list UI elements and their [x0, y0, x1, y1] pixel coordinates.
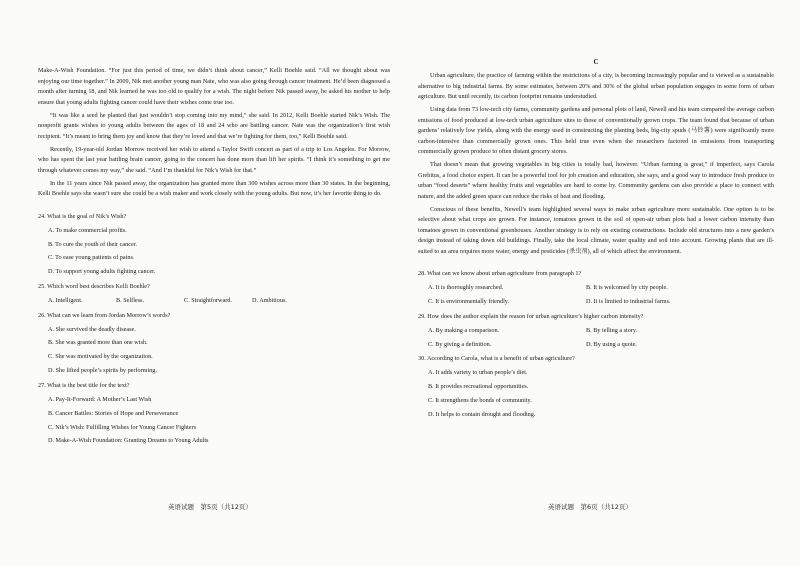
option-d: D. It is limited to industrial farms. — [586, 298, 671, 306]
question-26 — [38, 311, 390, 377]
option-b: B. It provides recreational opportunities. — [428, 383, 529, 390]
passage-paragraph: Urban agriculture, the practice of farming within the restrictions of a city, is becoming increasingly popular and is viewed as a sustainable alternative to big industrial farms. By some estimates, between 20% and 30% of the global urban population engages in some form of urban agriculture. But until recently, its carbon footprint remains understudied. — [418, 72, 774, 100]
option-c: C. By giving a definition. — [428, 340, 492, 348]
option-a: A. By making a comparison. — [428, 326, 500, 334]
question-30 — [418, 354, 774, 420]
passage-paragraph: In the 11 years since Nik passed away, the organization has granted more than 300 wishes across more than 30 states. In the beginning, Kelli Boehle says she wasn’t sure she could be a wish maker and work closely with the young adults. But now, it’s her favorite thing to do. — [38, 179, 390, 198]
option-row — [428, 297, 774, 308]
question-stem: 26. What can we learn from Jordan Morrow’s words? — [38, 311, 171, 319]
question-29 — [418, 312, 774, 350]
question-stem: 27. What is the best title for the text? — [38, 381, 130, 389]
option-d: D. It helps to contain drought and flooding. — [428, 410, 536, 418]
question-28 — [418, 269, 774, 307]
option-row — [48, 296, 390, 307]
option-row — [428, 283, 774, 294]
question-stem: 29. How does the author explain the reason for urban agriculture’s higher carbon intensity? — [418, 312, 644, 320]
question-25 — [38, 282, 390, 306]
option-b: B. She was granted more than one wish. — [48, 339, 148, 347]
passage-paragraph: That doesn’t mean that growing vegetables in big cities is totally bad, however. “Urban farming is great,” if imperfect, says Carola Grebitus, a food choice expert. It can be a powerful tool for job creation and education, she says, and a good way to introduce fresh produce to urban “food deserts” where healthy fruits and vegetables are hard to come by. Community gardens can also provide a place to connect with nature, and the added green space can reduce the risks of heat and flooding. — [418, 161, 774, 200]
option-a: A. Pay-It-Forward: A Mother’s Last Wish — [48, 395, 152, 403]
option-a: A. It adds variety to urban people’s diet. — [428, 369, 528, 377]
option-b: B. Selfless. — [116, 296, 145, 304]
option-a: A. It is thoroughly researched. — [428, 284, 504, 292]
page-gutter — [396, 40, 397, 520]
option-c: C. It strengthens the bonds of community. — [428, 396, 532, 404]
option-d: D. To support young adults fighting cancer. — [48, 268, 156, 276]
question-stem: 25. Which word best describes Kelli Boehle? — [38, 283, 150, 291]
option-b: B. Cancer Battles: Stories of Hope and Perseverance — [48, 409, 179, 417]
option-a: A. Intelligent. — [48, 296, 83, 304]
passage-paragraph: “It was like a seed he planted that just wouldn’t stop coming into my mind,” she said. In 2012, Kelli Boehle started Nik’s Wish. The nonprofit grants wishes to young adults between the ages of 18 and 24 who are battling cancer. Nate was the organization’s first wish recipient. “It’s meant to bring them joy and know that they’re loved and that we’re fighting for them, too,” Kelli Boehle said. — [38, 111, 390, 140]
question-stem: 28. What can we know about urban agriculture from paragraph 1? — [418, 270, 582, 278]
question-24 — [38, 212, 390, 278]
option-c: C. Straightforward. — [184, 296, 232, 304]
option-d: D. Make-A-Wish Foundation: Granting Dreams to Young Adults — [48, 437, 209, 445]
option-c: C. Nik’s Wish: Fulfilling Wishes for Young Cancer Fighters — [48, 423, 197, 431]
option-c: C. To ease young patients of pains. — [48, 254, 135, 262]
option-d: D. By using a quote. — [586, 340, 637, 348]
option-c: C. She was motivated by the organization. — [48, 353, 153, 361]
option-b: B. To cure the youth of their cancer. — [48, 240, 137, 248]
option-d: D. Ambitious. — [252, 296, 287, 304]
passage-paragraph: Conscious of these benefits, Newell’s team highlighted several ways to make urban agriculture more sustainable. One option is to be selective about what crops are grown. For instance, tomatoes grown in the soil of open-air urban plots had a lower carbon intensity than tomatoes grown in conventional greenhouses. Another strategy is to rely on existing constructions. Include old structures into a new garden’s design instead of taking down old buildings. Finally, take the local climate, water quality and soil into account. Growing plants that are ill-suited to an area requires more water, energy and pesticides (杀虫剂), all of which affect the environment. — [418, 205, 774, 255]
question-list — [38, 212, 390, 447]
question-list — [418, 269, 774, 420]
question-stem: 24. What is the goal of Nik’s Wish? — [38, 212, 127, 220]
option-a: A. She survived the deadly disease. — [48, 325, 136, 333]
option-a: A. To make commercial profits. — [48, 226, 127, 234]
section-heading: C — [593, 58, 599, 66]
passage-paragraph: Make-A-Wish Foundation. “For just this period of time, we didn’t think about cancer,” Kelli Boehle said. “All we thought about was enjoying our time together.” In 2009, Nik met another young man Nate, who was also going through cancer treatment. He’d been diagnosed a month after turning 18, and Nik learned he was too old to qualify for a wish. The night before Nik passed away, he asked his mother to help ensure that young adults fighting cancer could have their wishes come true too. — [38, 67, 390, 106]
option-row — [428, 340, 774, 351]
question-27 — [38, 381, 390, 447]
option-b: B. By telling a story. — [586, 326, 638, 334]
question-stem: 30. According to Carola, what is a benefit of urban agriculture? — [418, 355, 575, 363]
page-footer: 英语试题 第5页（共12页） — [168, 503, 252, 511]
page-footer: 英语试题 第6页（共12页） — [548, 503, 632, 511]
passage-paragraph: Recently, 19-year-old Jordan Morrow received her wish to attend a Taylor Swift concert as part of a trip to Los Angeles. For Morrow, who has spent the last year battling brain cancer, going to the concert has done more than lift her spirits. “I think it’s something to get me through whatever comes my way,” she said. “And I’m thankful for Nik’s Wish for that.” — [38, 145, 390, 174]
option-d: D. She lifted people’s spirits by performing. — [48, 367, 157, 375]
option-row — [428, 326, 774, 337]
left-page — [38, 66, 390, 451]
option-c: C. It is environmentally friendly. — [428, 298, 510, 306]
option-b: B. It is welcomed by city people. — [586, 284, 668, 292]
right-page — [418, 57, 774, 424]
passage-paragraph: Using data from 73 low-tech city farms, community gardens and personal plots of land, Newell and his team compared the average carbon emissions of food produced at low-tech urban agriculture sites to those of conventionally grown crops. The team found that because of urban gardens’ relatively low yields, along with the energy used in constructing the planting beds, big-city spuds (马铃薯) were significantly more carbon-intensive than commercially grown ones. This held true even when the researchers factored in emissions from transporting commercially grown produce to often distant grocery stores. — [418, 106, 774, 156]
